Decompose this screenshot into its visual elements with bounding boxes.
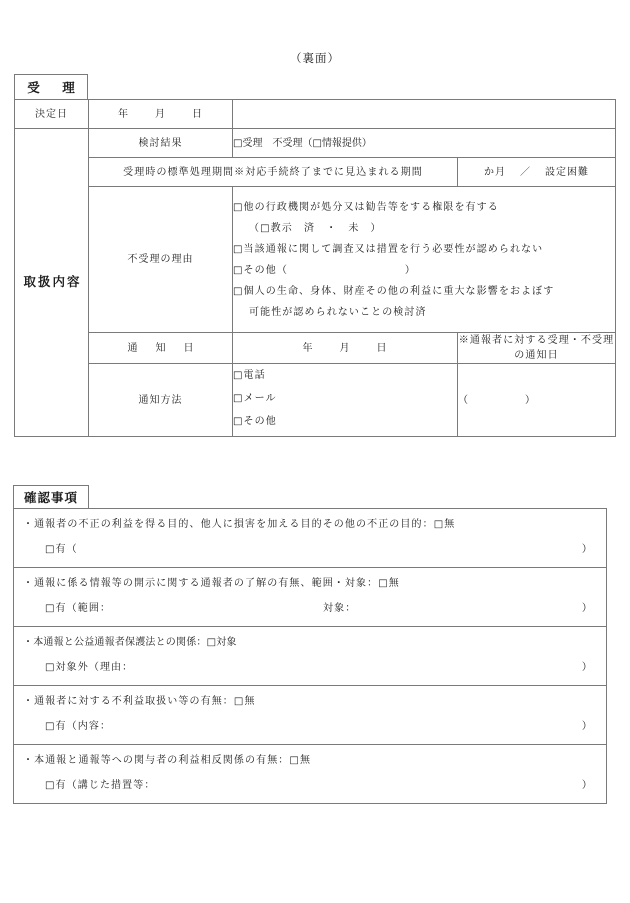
rejection-reason-item-0[interactable]: □他の行政機関が処分又は勧告等をする権限を有する: [233, 201, 499, 213]
rejection-reason-label: 不受理の理由: [89, 187, 233, 333]
decision-date-label: 決定日: [15, 100, 89, 129]
rejection-reason-options: [233, 187, 616, 333]
table-row-review-result: [15, 129, 616, 158]
confirmation-item-4-close: ）: [581, 780, 593, 791]
notice-method-detail-close: ）: [525, 394, 536, 406]
rejection-reason-item-2[interactable]: □当該通報に関して調査又は措置を行う必要性が認められない: [233, 243, 544, 255]
decision-date-year: 年: [118, 108, 129, 120]
confirmation-row-4: [14, 745, 607, 804]
notice-date-label: 通 知 日: [89, 333, 233, 364]
notice-method-detail[interactable]: [458, 364, 616, 437]
confirmation-item-4-prefix: □有（講じた措置等：: [45, 780, 156, 791]
confirmation-cell-4: [14, 745, 607, 804]
confirmation-item-1-prefix: □有（範囲：: [45, 603, 112, 614]
confirmation-item-0-line2[interactable]: [23, 532, 597, 558]
confirmation-item-2-close: ）: [581, 662, 593, 673]
rejection-reason-item-5: 可能性が認められないことの検討済: [249, 306, 427, 318]
rejection-reason-item-3: □その他（: [233, 264, 288, 276]
confirmation-item-3-close: ）: [581, 721, 593, 732]
notice-date-note: ※通報者に対する受理・不受理の通知日: [458, 333, 616, 364]
standard-period-difficult[interactable]: 設定困難: [545, 166, 589, 178]
handling-table: [14, 99, 616, 437]
confirmation-item-1-close: ）: [581, 603, 593, 614]
confirmation-item-0-close: ）: [581, 544, 593, 555]
notice-method-option-0[interactable]: □電話: [233, 370, 266, 381]
confirmation-table: [13, 508, 607, 804]
confirmation-row-2: [14, 627, 607, 686]
rejection-reason-item-4[interactable]: □個人の生命、身体、財産その他の利益に重大な影響をおよぼす: [233, 285, 555, 297]
confirmation-item-3-prefix: □有（内容：: [45, 721, 112, 732]
standard-period-unit: か月: [484, 166, 506, 178]
confirmation-row-1: [14, 568, 607, 627]
confirmation-item-0-line1[interactable]: ・通報者の不正の利益を得る目的、他人に損害を加える目的その他の不正の目的：□無: [23, 519, 456, 530]
confirmation-row-0: [14, 509, 607, 568]
notice-date-year: 年: [302, 342, 314, 354]
decision-date-day: 日: [192, 108, 203, 120]
notice-method-label: 通知方法: [89, 364, 233, 437]
confirmation-header-box: 確認事項: [13, 485, 89, 509]
rejection-reason-item-1[interactable]: （□教示 済 ・ 未 ）: [249, 222, 382, 234]
standard-period-separator: ／: [520, 166, 531, 178]
decision-date-ymd: [89, 100, 233, 129]
confirmation-item-4-line1[interactable]: ・本通報と通報等への関与者の利益相反関係の有無：□無: [23, 755, 312, 766]
confirmation-item-1-line1[interactable]: ・通報に係る情報等の開示に関する通報者の了解の有無、範囲・対象：□無: [23, 578, 400, 589]
notice-method-option-1[interactable]: □メール: [233, 393, 277, 404]
table-row-rejection-reason: [15, 187, 616, 333]
notice-method-detail-open: （: [458, 394, 469, 406]
confirmation-cell-0: [14, 509, 607, 568]
rejection-reason-item-3-wrapper[interactable]: [233, 260, 615, 281]
standard-period-label: 受理時の標準処理期間※対応手続終了までに見込まれる期間: [89, 158, 458, 187]
confirmation-item-4-line2[interactable]: [23, 768, 597, 794]
review-result-options[interactable]: □受理 不受理（□情報提供）: [233, 129, 616, 158]
confirmation-item-1-mid: 対象：: [323, 603, 357, 614]
confirmation-cell-2: [14, 627, 607, 686]
table-row-notice-method: [15, 364, 616, 437]
notice-method-options: [233, 364, 458, 437]
notice-date-ymd[interactable]: [233, 333, 458, 364]
confirmation-cell-3: [14, 686, 607, 745]
notice-method-option-2[interactable]: □その他: [233, 416, 277, 427]
confirmation-item-3-line1[interactable]: ・通報者に対する不利益取扱い等の有無：□無: [23, 696, 256, 707]
confirmation-row-3: [14, 686, 607, 745]
handling-content-label: 取扱内容: [15, 129, 89, 437]
acceptance-header-box: 受 理: [14, 74, 88, 100]
confirmation-item-2-line1[interactable]: ・本通報と公益通報者保護法との関係：□対象: [23, 637, 237, 648]
confirmation-item-3-line2[interactable]: [23, 709, 597, 735]
confirmation-item-2-prefix: □対象外（理由：: [45, 662, 134, 673]
table-row-notice-date: [15, 333, 616, 364]
review-result-label: 検討結果: [89, 129, 233, 158]
notice-date-day: 日: [376, 342, 388, 354]
confirmation-item-1-line2[interactable]: [23, 591, 597, 617]
page-title: （裏面）: [290, 51, 340, 65]
decision-date-value[interactable]: [233, 100, 616, 129]
standard-period-value[interactable]: [458, 158, 616, 187]
table-row-decision-date: [15, 100, 616, 129]
confirmation-item-2-line2[interactable]: [23, 650, 597, 676]
notice-date-month: 月: [339, 342, 351, 354]
rejection-reason-other-close: ）: [404, 264, 416, 276]
table-row-standard-period: [15, 158, 616, 187]
decision-date-month: 月: [155, 108, 166, 120]
confirmation-item-0-prefix: □有（: [45, 544, 78, 555]
confirmation-cell-1: [14, 568, 607, 627]
